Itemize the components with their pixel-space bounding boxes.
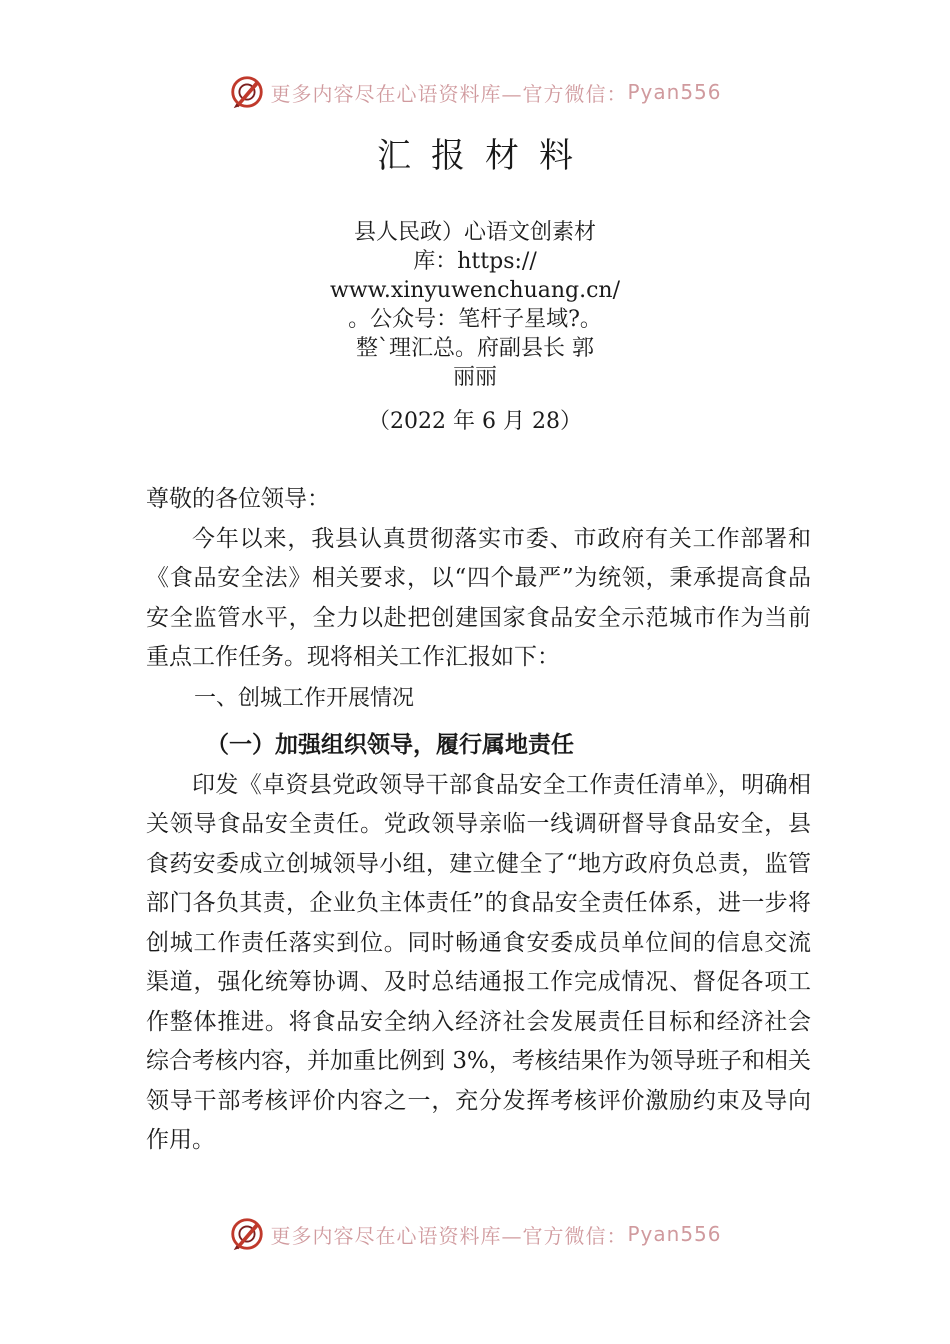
author-block xyxy=(300,218,650,392)
header-watermark-banner xyxy=(0,70,950,114)
intro-paragraph: 今年以来，我县认真贯彻落实市委、市政府有关工作部署和《食品安全法》相关要求，以“四个最严”为统领，秉承提高食品安全监管水平，全力以赴把创建国家食品安全示范城市作为当前重点工作任务。现将相关工作汇报如下： xyxy=(146,525,811,670)
banner-wechat-id: Pyan556 xyxy=(627,80,722,104)
section-heading: 一、创城工作开展情况 xyxy=(194,685,415,711)
author-line: 。公众号：笔杆子星域?。 xyxy=(348,307,602,332)
author-line: www.xinyuwenchuang.cn/ xyxy=(329,278,621,303)
author-line: 丽丽 xyxy=(452,365,497,390)
document-body xyxy=(146,480,811,1161)
author-line: 库：https:// xyxy=(413,249,537,274)
banner-text: 更多内容尽在心语资料库—官方微信： xyxy=(270,1223,628,1248)
footer-watermark-banner xyxy=(0,1212,950,1256)
body-paragraph: 印发《卓资县党政领导干部食品安全工作责任清单》，明确相关领导食品安全责任。党政领导亲临一线调研督导食品安全，县食药安委成立创城领导小组，建立健全了“地方政府负总责，监管部门各负其责，企业负主体责任”的食品安全责任体系，进一步将创城工作责任落实到位。同时畅通食安委成员单位间的信息交流渠道，强化统筹协调、及时总结通报工作完成情况、督促各项工作整体推进。将食品安全纳入经济社会发展责任目标和经济社会综合考核内容，并加重比例到 3%，考核结果作为领导班子和相关领导干部考核评价内容之一，充分发挥考核评价激励约束及导向作用。 xyxy=(146,771,811,1153)
document-date: （2022 年 6 月 28） xyxy=(368,409,582,434)
pen-logo-icon xyxy=(228,1215,266,1253)
author-line: 整`理汇总。府副县长 郭 xyxy=(356,336,594,361)
pen-logo-icon xyxy=(228,73,266,111)
banner-text: 更多内容尽在心语资料库—官方微信： xyxy=(270,81,628,106)
document-title: 汇报材料 xyxy=(377,136,593,176)
subsection-heading: （一）加强组织领导，履行属地责任 xyxy=(206,731,574,758)
author-line: 县人民政）心语文创素材 xyxy=(353,220,596,245)
salutation: 尊敬的各位领导： xyxy=(146,486,330,512)
banner-wechat-id: Pyan556 xyxy=(627,1222,722,1246)
